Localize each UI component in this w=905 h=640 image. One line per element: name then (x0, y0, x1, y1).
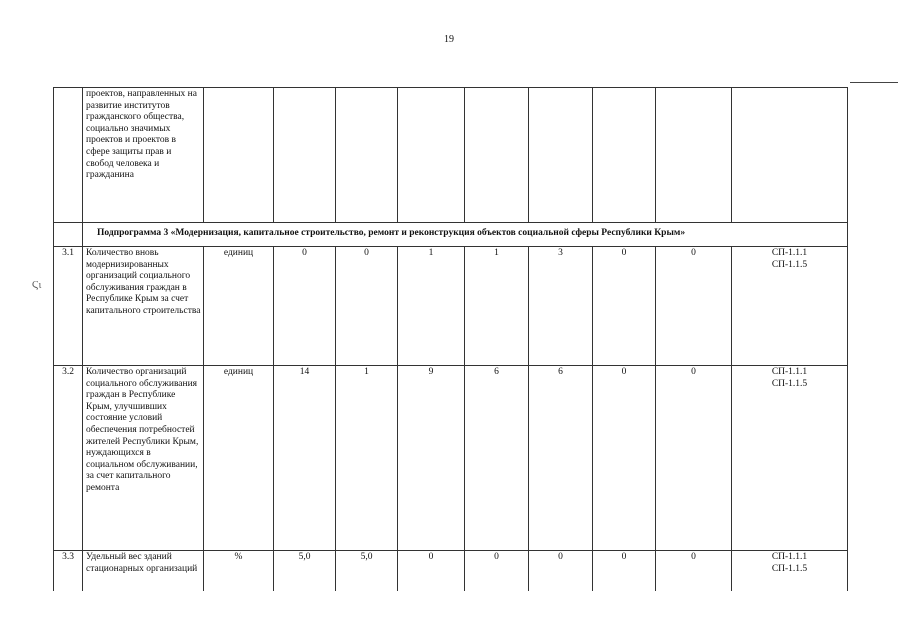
cell-indicator-name: Количество организаций социального обслуживания граждан в Республике Крым, улучшивших состояние условий обеспечения потребностей жителей Республики Крым, нуждающихся в социальном обслуживании, за счет капитального ремонта (83, 366, 204, 551)
cell-value: 0 (593, 366, 656, 551)
cell-value: 1 (336, 366, 398, 551)
cell-value (465, 88, 529, 223)
cell-value: 5,0 (336, 551, 398, 591)
edge-line (850, 82, 898, 83)
indicators-table (53, 87, 848, 591)
cell-value (274, 88, 336, 223)
cell-num: 3.1 (54, 247, 83, 366)
page-number: 19 (444, 34, 454, 45)
cell-value: 6 (529, 366, 593, 551)
cell-value: 0 (593, 247, 656, 366)
cell-value (656, 88, 732, 223)
cell-value: 0 (336, 247, 398, 366)
cell-unit: % (204, 551, 274, 591)
cell-value: 0 (465, 551, 529, 591)
cell-value: 3 (529, 247, 593, 366)
subprogram-header-row (54, 223, 848, 247)
cell-unit: единиц (204, 247, 274, 366)
cell-codes: СП-1.1.1 СП-1.1.5 (732, 551, 848, 591)
cell-value: 0 (529, 551, 593, 591)
cell-value: 9 (398, 366, 465, 551)
cell-codes: СП-1.1.1 СП-1.1.5 (732, 366, 848, 551)
cell-indicator-name: проектов, направленных на развитие институтов гражданского общества, социально значимых проектов и проектов в сфере защиты прав и свобод человека и гражданина (83, 88, 204, 223)
cell-value: 0 (656, 366, 732, 551)
table-row (54, 88, 848, 223)
cell-value: 1 (465, 247, 529, 366)
cell-codes (732, 88, 848, 223)
table-row (54, 247, 848, 366)
cell-value (593, 88, 656, 223)
cell-indicator-name: Количество вновь модернизированных организаций социального обслуживания граждан в Республике Крым за счет капитального строительства (83, 247, 204, 366)
cell-num (54, 223, 83, 247)
cell-value: 1 (398, 247, 465, 366)
cell-value: 5,0 (274, 551, 336, 591)
cell-num: 3.3 (54, 551, 83, 591)
cell-value: 0 (398, 551, 465, 591)
margin-handwritten-mark: Ϛι (32, 280, 42, 291)
table-row (54, 366, 848, 551)
cell-value: 0 (274, 247, 336, 366)
cell-unit (204, 88, 274, 223)
cell-value: 0 (593, 551, 656, 591)
cell-indicator-name: Удельный вес зданий стационарных организаций (83, 551, 204, 591)
cell-value (529, 88, 593, 223)
cell-num: 3.2 (54, 366, 83, 551)
cell-value (398, 88, 465, 223)
table-row (54, 551, 848, 591)
cell-value: 6 (465, 366, 529, 551)
cell-codes: СП-1.1.1 СП-1.1.5 (732, 247, 848, 366)
cell-value: 0 (656, 247, 732, 366)
cell-value: 14 (274, 366, 336, 551)
cell-num (54, 88, 83, 223)
cell-unit: единиц (204, 366, 274, 551)
cell-value (336, 88, 398, 223)
cell-value: 0 (656, 551, 732, 591)
subprogram-title: Подпрограмма 3 «Модернизация, капитальное строительство, ремонт и реконструкция объектов социальной сферы Республики Крым» (83, 223, 848, 247)
